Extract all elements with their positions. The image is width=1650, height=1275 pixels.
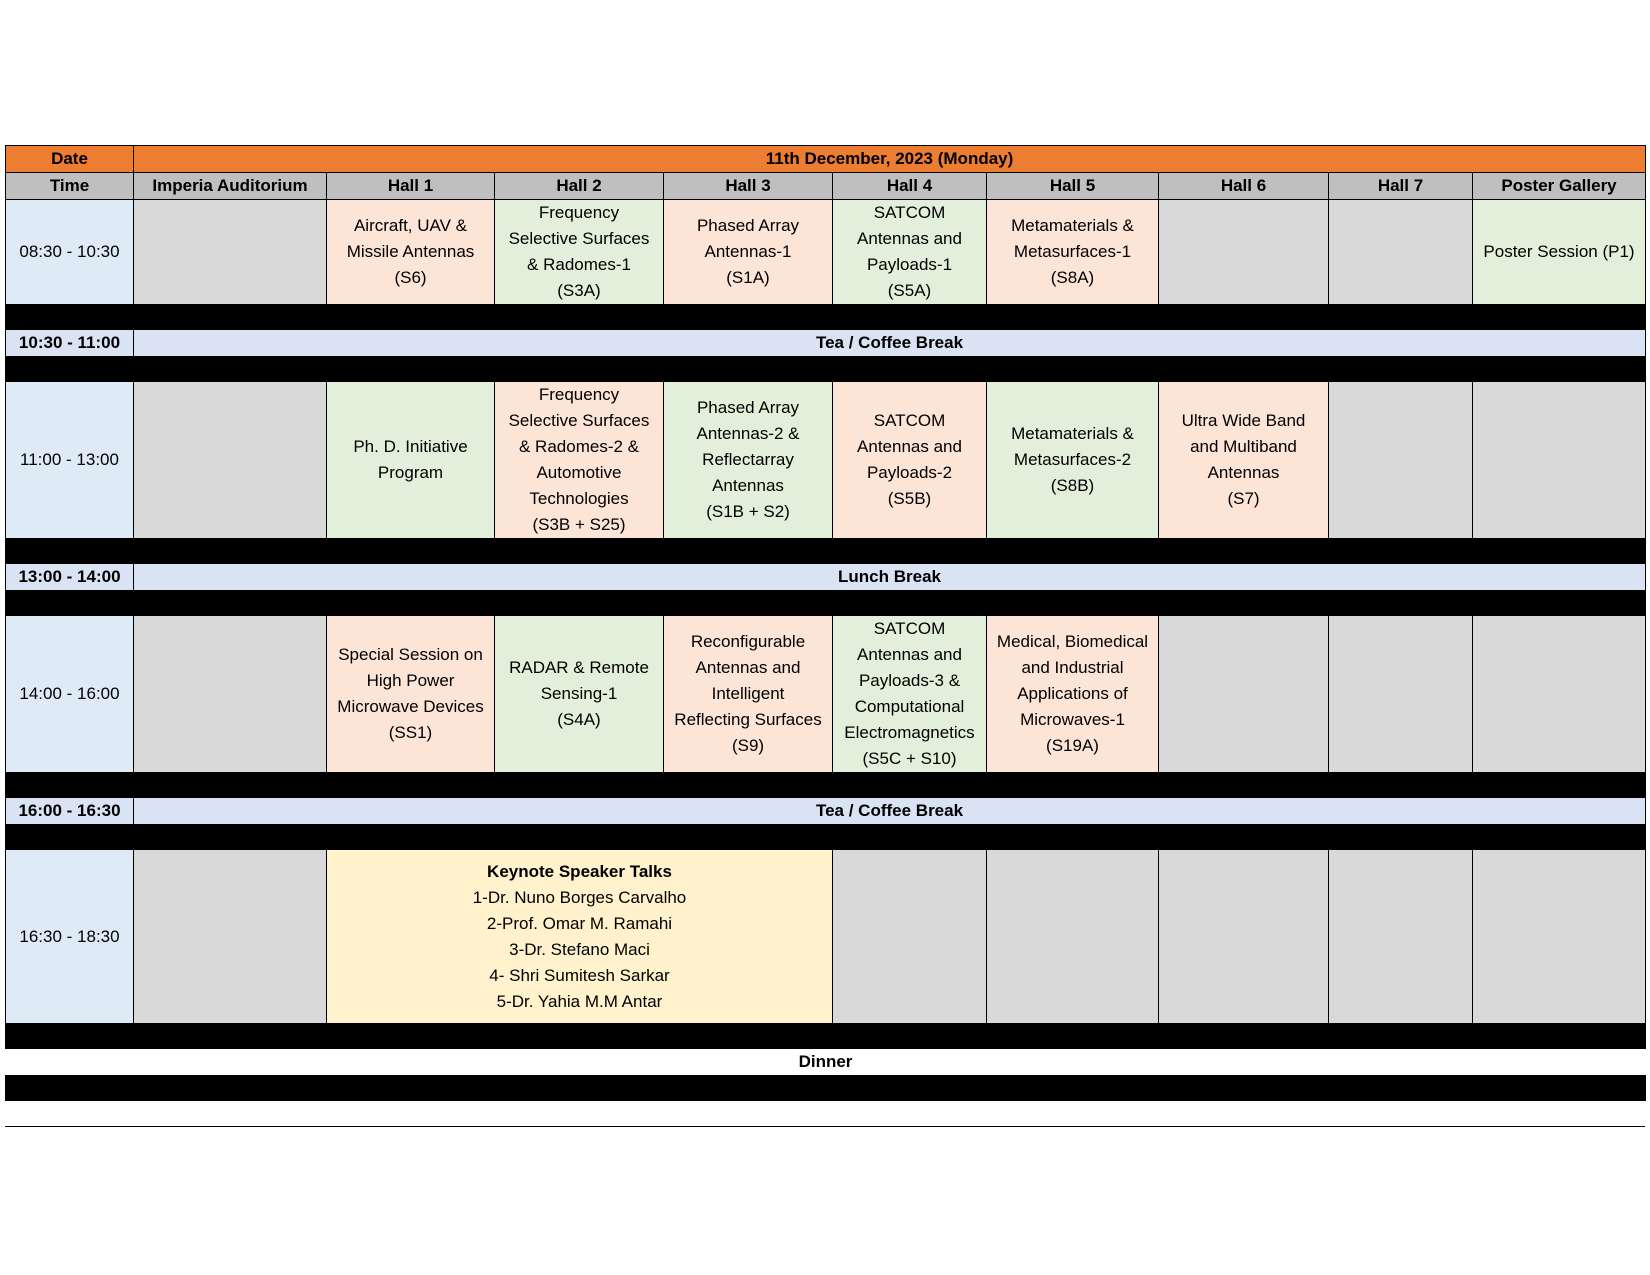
venue-header: Hall 4 — [833, 173, 987, 200]
dinner-row — [6, 1049, 1646, 1076]
spacer-row — [6, 1076, 1646, 1101]
date-label: Date — [6, 146, 134, 173]
text-line: Antennas and — [857, 437, 962, 456]
text-line: (S3A) — [557, 281, 601, 300]
venue-header: Hall 7 — [1329, 173, 1473, 200]
text-line: and Industrial — [1021, 658, 1124, 677]
session-cell — [495, 200, 664, 305]
session-cell — [833, 616, 987, 773]
break-label: Tea / Coffee Break — [134, 798, 1646, 825]
empty-cell — [1159, 200, 1329, 305]
venue-header: Poster Gallery — [1473, 173, 1646, 200]
empty-cell — [1159, 850, 1329, 1024]
text-line: Program — [377, 463, 444, 482]
text-line: Technologies — [529, 489, 629, 508]
schedule-table — [5, 145, 1646, 1101]
text-line: Poster Session (P1) — [1483, 242, 1635, 261]
text-line: Phased Array — [696, 398, 800, 417]
break-row — [6, 330, 1646, 357]
text-line: (S8A) — [1050, 268, 1095, 287]
session-cell — [664, 200, 833, 305]
break-time: 10:30 - 11:00 — [6, 330, 134, 357]
text-line: Missile Antennas — [346, 242, 475, 261]
text-line: Antennas-2 & — [696, 424, 800, 443]
text-line: Metasurfaces-2 — [1013, 450, 1132, 469]
text-line: 3-Dr. Stefano Maci — [509, 939, 650, 959]
time-slot: 16:30 - 18:30 — [6, 850, 134, 1024]
text-line: SATCOM — [873, 203, 946, 222]
text-line: SATCOM — [873, 411, 946, 430]
spacer-row — [6, 539, 1646, 564]
text-line: Ph. D. Initiative — [353, 437, 468, 456]
session-cell — [664, 382, 833, 539]
spacer-row — [6, 825, 1646, 850]
dinner-label: Dinner — [6, 1049, 1646, 1076]
venue-header: Hall 1 — [327, 173, 495, 200]
spacer-row — [6, 773, 1646, 798]
spacer-row — [6, 305, 1646, 330]
text-line: (S1A) — [726, 268, 770, 287]
text-line: Sensing-1 — [540, 684, 618, 703]
text-line: Payloads-1 — [866, 255, 953, 274]
session-cell — [495, 616, 664, 773]
venue-header-row — [6, 173, 1646, 200]
time-slot: 08:30 - 10:30 — [6, 200, 134, 305]
keynote-cell — [327, 850, 833, 1024]
text-line: Intelligent — [711, 684, 785, 703]
text-line: Payloads-3 & — [858, 671, 961, 690]
text-line: Frequency — [538, 385, 620, 404]
text-line: SATCOM — [873, 619, 946, 638]
time-slot: 11:00 - 13:00 — [6, 382, 134, 539]
text-line: Antennas — [712, 476, 784, 495]
text-line: High Power — [366, 671, 455, 690]
keynote-title: Keynote Speaker Talks — [487, 861, 672, 881]
text-line: (S7) — [1227, 489, 1260, 508]
text-line: (S19A) — [1046, 736, 1099, 755]
date-value: 11th December, 2023 (Monday) — [134, 146, 1646, 173]
text-line: Metamaterials & — [1011, 424, 1134, 443]
date-header-row — [6, 146, 1646, 173]
text-line: Antennas-1 — [704, 242, 792, 261]
text-line: (S4A) — [557, 710, 601, 729]
session-cell — [495, 382, 664, 539]
text-line: Applications of — [1017, 684, 1128, 703]
text-line: Ultra Wide Band — [1181, 411, 1306, 430]
break-row — [6, 798, 1646, 825]
empty-cell — [1473, 382, 1646, 539]
text-line: Automotive — [536, 463, 622, 482]
session-cell — [1159, 382, 1329, 539]
session-cell — [664, 616, 833, 773]
text-line: Metasurfaces-1 — [1013, 242, 1132, 261]
break-label: Tea / Coffee Break — [134, 330, 1646, 357]
break-time: 13:00 - 14:00 — [6, 564, 134, 591]
spacer-row — [6, 357, 1646, 382]
venue-header: Hall 6 — [1159, 173, 1329, 200]
text-line: (SS1) — [388, 723, 433, 742]
text-line: (S3B + S25) — [532, 515, 626, 534]
text-line: (S9) — [731, 736, 765, 755]
break-time: 16:00 - 16:30 — [6, 798, 134, 825]
empty-cell — [1329, 616, 1473, 773]
empty-cell — [1329, 382, 1473, 539]
session-cell — [1473, 200, 1646, 305]
text-line: Antennas and — [857, 645, 962, 664]
break-label: Lunch Break — [134, 564, 1646, 591]
venue-header: Hall 5 — [987, 173, 1159, 200]
text-line: (S8B) — [1050, 476, 1095, 495]
text-line: Aircraft, UAV & — [353, 216, 468, 235]
text-line: Microwaves-1 — [1020, 710, 1125, 729]
text-line: Antennas and — [695, 658, 801, 677]
text-line: Special Session on — [338, 645, 483, 664]
venue-header: Imperia Auditorium — [134, 173, 327, 200]
venue-header: Hall 3 — [664, 173, 833, 200]
spacer-row — [6, 591, 1646, 616]
empty-cell — [1329, 850, 1473, 1024]
text-line: (S5A) — [887, 281, 932, 300]
venue-header: Hall 2 — [495, 173, 664, 200]
empty-cell — [134, 382, 327, 539]
text-line: (S5C + S10) — [862, 749, 957, 768]
text-line: Microwave Devices — [337, 697, 484, 716]
keynote-speakers — [330, 885, 829, 1015]
empty-cell — [134, 616, 327, 773]
text-line: Antennas — [1207, 463, 1280, 482]
empty-cell — [134, 850, 327, 1024]
text-line: Reflecting Surfaces — [674, 710, 822, 729]
text-line: Selective Surfaces — [508, 229, 650, 248]
text-line: Medical, Biomedical — [996, 632, 1149, 651]
session-cell — [987, 616, 1159, 773]
empty-cell — [1473, 616, 1646, 773]
session-row — [6, 200, 1646, 305]
session-cell — [987, 200, 1159, 305]
time-slot: 14:00 - 16:00 — [6, 616, 134, 773]
text-line: Frequency — [538, 203, 620, 222]
session-cell — [987, 382, 1159, 539]
text-line: Phased Array — [696, 216, 800, 235]
session-row — [6, 850, 1646, 1024]
bottom-rule — [5, 1126, 1645, 1127]
spacer-row — [6, 1024, 1646, 1049]
text-line: 2-Prof. Omar M. Ramahi — [486, 913, 673, 933]
time-label: Time — [6, 173, 134, 200]
text-line: Electromagnetics — [844, 723, 975, 742]
session-cell — [327, 616, 495, 773]
text-line: Antennas and — [857, 229, 962, 248]
text-line: & Radomes-1 — [527, 255, 631, 274]
empty-cell — [1329, 200, 1473, 305]
session-cell — [327, 382, 495, 539]
empty-cell — [134, 200, 327, 305]
session-row — [6, 382, 1646, 539]
text-line: (S6) — [394, 268, 427, 287]
text-line: 4- Shri Sumitesh Sarkar — [489, 965, 670, 985]
text-line: & Radomes-2 & — [519, 437, 639, 456]
empty-cell — [987, 850, 1159, 1024]
session-cell — [833, 382, 987, 539]
text-line: and Multiband — [1190, 437, 1297, 456]
text-line: Reconfigurable — [690, 632, 806, 651]
text-line: (S5B) — [887, 489, 932, 508]
text-line: RADAR & Remote — [509, 658, 649, 677]
text-line: Computational — [854, 697, 965, 716]
session-cell — [833, 200, 987, 305]
text-line: Metamaterials & — [1011, 216, 1134, 235]
text-line: Selective Surfaces — [508, 411, 650, 430]
empty-cell — [1159, 616, 1329, 773]
text-line: Reflectarray — [702, 450, 794, 469]
text-line: 5-Dr. Yahia M.M Antar — [496, 991, 663, 1011]
break-row — [6, 564, 1646, 591]
text-line: (S1B + S2) — [706, 502, 790, 521]
session-row — [6, 616, 1646, 773]
session-cell — [327, 200, 495, 305]
empty-cell — [1473, 850, 1646, 1024]
text-line: Payloads-2 — [866, 463, 953, 482]
text-line: 1-Dr. Nuno Borges Carvalho — [472, 887, 687, 907]
empty-cell — [833, 850, 987, 1024]
